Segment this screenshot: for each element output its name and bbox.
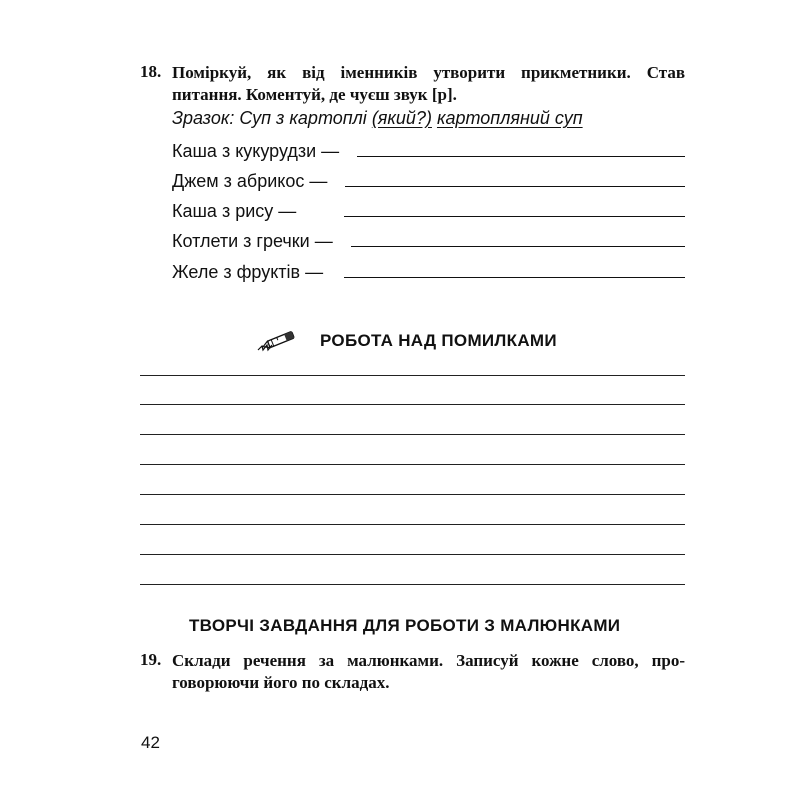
answer-blank-4[interactable] [351, 246, 685, 247]
exercise-18-item-label: Каша з рису — [172, 201, 297, 221]
answer-blank-5[interactable] [344, 277, 685, 278]
writing-line[interactable] [140, 375, 685, 376]
sample-prefix: Зразок: Суп з картоплі [172, 108, 372, 128]
writing-line[interactable] [140, 464, 685, 465]
sample-answer: картопляний суп [436, 108, 583, 128]
exercise-18-instruction-line2: питання. Коментуй, де чуєш звук [р]. [172, 85, 457, 104]
errors-section-title: РОБОТА НАД ПОМИЛКАМИ [320, 331, 557, 350]
exercise-18-sample [172, 108, 583, 129]
writing-line[interactable] [140, 494, 685, 495]
exercise-18-number: 18. [140, 62, 162, 81]
exercise-18-item-label: Котлети з гречки — [172, 231, 333, 251]
exercise-19-instruction-line1: Склади речення за малюнками. Записуй кожне слово, про- [172, 651, 685, 670]
exercise-19-number: 19. [140, 650, 162, 669]
exercise-18-item-label: Каша з кукурудзи — [172, 141, 340, 161]
answer-blank-3[interactable] [344, 216, 685, 217]
exercise-19-instruction-line2: говорюючи його по складах. [172, 673, 390, 692]
answer-blank-2[interactable] [345, 186, 685, 187]
answer-blank-1[interactable] [357, 156, 685, 157]
writing-line[interactable] [140, 524, 685, 525]
writing-line[interactable] [140, 434, 685, 435]
exercise-18-item-label: Джем з абрикос — [172, 171, 328, 191]
sample-question: (який?) [371, 108, 432, 128]
page-number: 42 [141, 733, 160, 752]
writing-line[interactable] [140, 584, 685, 585]
exercise-18-instruction-line1: Поміркуй, як від іменників утворити прикметники. Став [172, 63, 685, 82]
exercise-18-item-label: Желе з фруктів — [172, 262, 324, 282]
writing-line[interactable] [140, 404, 685, 405]
creative-section-title: ТВОРЧІ ЗАВДАННЯ ДЛЯ РОБОТИ З МАЛЮНКАМИ [189, 616, 621, 635]
pen-icon [256, 326, 306, 354]
writing-line[interactable] [140, 554, 685, 555]
